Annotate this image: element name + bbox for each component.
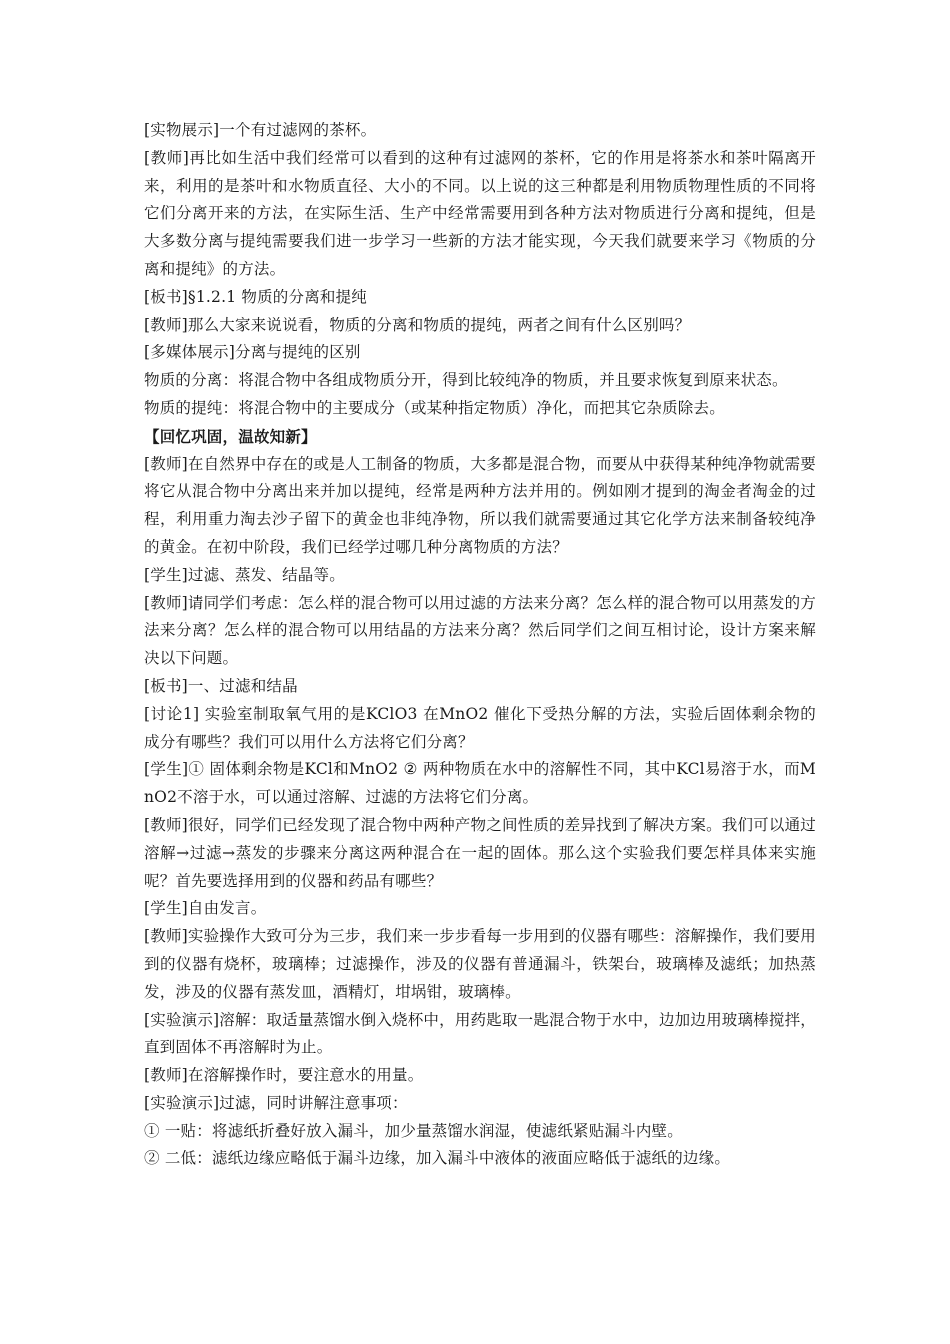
paragraph-separation-definition: 物质的分离：将混合物中各组成物质分开，得到比较纯净的物质，并且要求恢复到原来状态。 [144,371,788,390]
paragraph-teacher-mixtures: [教师]在自然界中存在的或是人工制备的物质，大多都是混合物，而要从中获得某种纯净物就需要将它从混合物中分离出来并加以提纯，经常是两种方法并用的。例如刚才提到的淘金者淘金的过程，利用重力淘去沙子留下的黄金也非纯净物，所以我们就需要通过其它化学方法来制备较纯净的黄金。在初中阶段，我们已经学过哪几种分离物质的方法？ [144,454,816,556]
paragraph-student-free: [学生]自由发言。 [144,899,267,918]
paragraph-teacher-instruments: [教师]实验操作大致可分为三步，我们来一步步看每一步用到的仪器有哪些：溶解操作，我们要用到的仪器有烧杯，玻璃棒；过滤操作，涉及的仪器有普通漏斗，铁架台，玻璃棒及滤纸；加热蒸发，涉及的仪器有蒸发皿，酒精灯，坩埚钳，玻璃棒。 [144,927,816,1001]
paragraph-exhibit-teacup: [实物展示]一个有过滤网的茶杯。 [144,121,377,139]
document-body [144,117,816,1173]
paragraph-discussion-1: [讨论1] 实验室制取氧气用的是KClO3 在MnO2 催化下受热分解的方法，实验后固体剩余物的成分有哪些？我们可以用什么方法将它们分离？ [144,704,816,751]
paragraph-teacher-steps: [教师]很好，同学们已经发现了混合物中两种产物之间性质的差异找到了解决方案。我们可以通过溶解→过滤→蒸发的步骤来分离这两种混合在一起的固体。那么这个实验我们要怎样具体来实施呢？首先要选择用到的仪器和药品有哪些？ [144,815,816,890]
paragraph-rule-one: ① 一贴：将滤纸折叠好放入漏斗，加少量蒸馏水润湿，使滤纸紧贴漏斗内壁。 [144,1121,683,1140]
paragraph-purification-definition: 物质的提纯：将混合物中的主要成分（或某种指定物质）净化，而把其它杂质除去。 [144,398,725,417]
paragraph-board-title: [板书]§1.2.1 物质的分离和提纯 [144,287,368,306]
paragraph-board-filter: [板书]一、过滤和结晶 [144,676,298,695]
paragraph-student-answer: [学生]① 固体剩余物是KCl和MnO2 ② 两种物质在水中的溶解性不同，其中KCl易溶于水，而MnO2不溶于水，可以通过溶解、过滤的方法将它们分离。 [144,760,816,807]
paragraph-demo-filter: [实验演示]过滤，同时讲解注意事项： [144,1093,408,1112]
paragraph-teacher-question: [教师]那么大家来说说看，物质的分离和物质的提纯，两者之间有什么区别吗？ [144,315,691,334]
paragraph-rule-two: ② 二低：滤纸边缘应略低于漏斗边缘，加入漏斗中液体的液面应略低于滤纸的边缘。 [144,1149,731,1168]
paragraph-demo-dissolve: [实验演示]溶解：取适量蒸馏水倒入烧杯中，用药匙取一匙混合物于水中，边加边用玻璃棒搅拌，直到固体不再溶解时为止。 [144,1010,816,1057]
paragraph-student-methods: [学生]过滤、蒸发、结晶等。 [144,565,345,584]
paragraph-multimedia: [多媒体展示]分离与提纯的区别 [144,343,361,362]
paragraph-teacher-consider: [教师]请同学们考虑：怎么样的混合物可以用过滤的方法来分离？怎么样的混合物可以用蒸发的方法来分离？怎么样的混合物可以用结晶的方法来分离？然后同学们之间互相讨论，设计方案来解决以下问题。 [144,593,816,668]
paragraph-teacher-teacup: [教师]再比如生活中我们经常可以看到的这种有过滤网的茶杯，它的作用是将茶水和茶叶隔离开来，利用的是茶叶和水物质直径、大小的不同。以上说的这三种都是利用物质物理性质的不同将它们分离开来的方法，在实际生活、生产中经常需要用到各种方法对物质进行分离和提纯，但是大多数分离与提纯需要我们进一步学习一些新的方法才能实现，今天我们就要来学习《物质的分离和提纯》的方法。 [144,148,816,278]
paragraph-teacher-water: [教师]在溶解操作时，要注意水的用量。 [144,1066,424,1085]
section-heading-review: 【回忆巩固，温故知新】 [144,426,317,446]
